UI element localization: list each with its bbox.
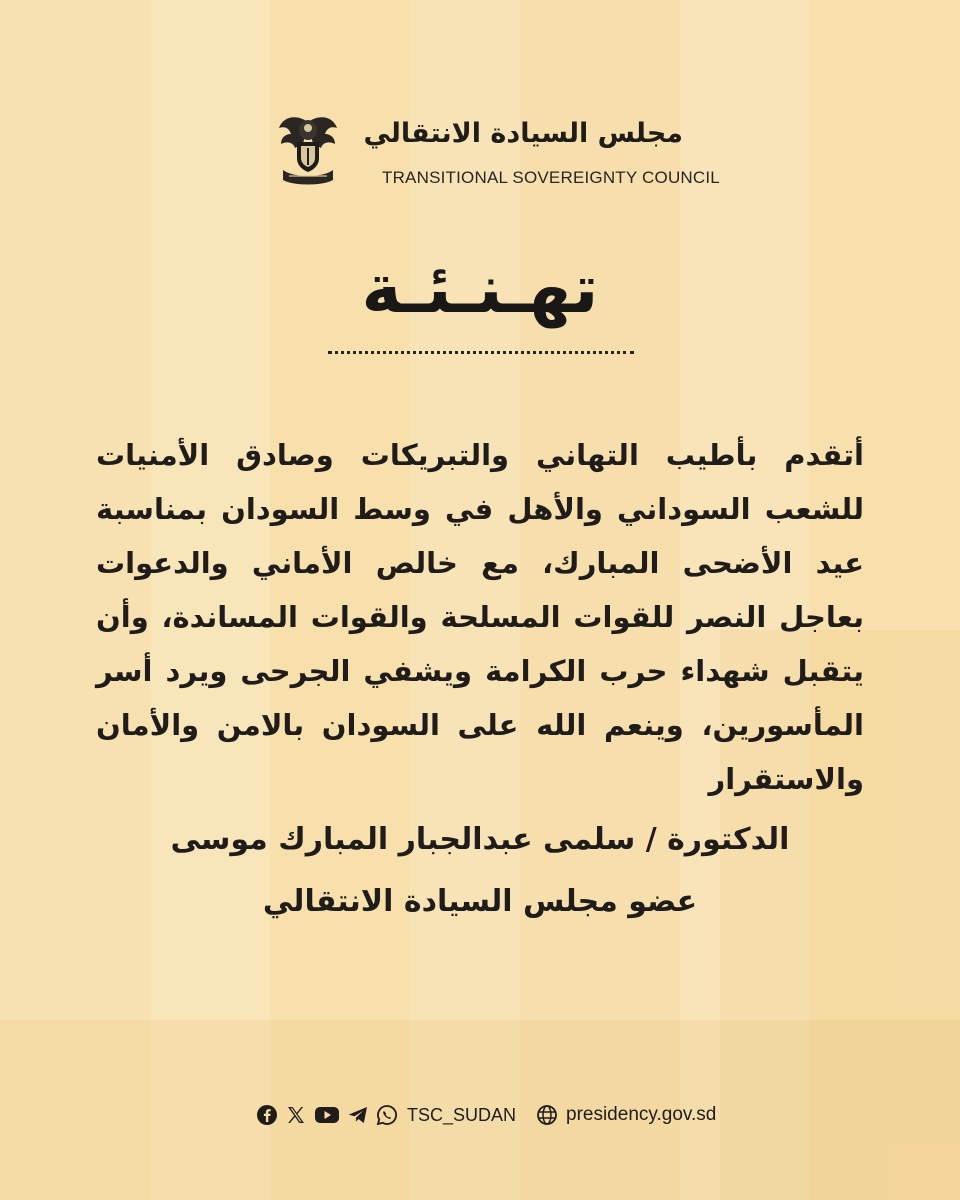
signatory-name: الدكتورة / سلمى عبدالجبار المبارك موسى: [170, 822, 790, 857]
website-url[interactable]: presidency.gov.sd: [566, 1104, 717, 1125]
x-icon[interactable]: [285, 1104, 307, 1126]
facebook-icon[interactable]: [256, 1104, 278, 1126]
dotted-divider: [328, 351, 634, 354]
page-title: تهـنـئـة: [361, 250, 599, 329]
footer: [0, 1100, 960, 1134]
council-name-arabic: مجلس السيادة الانتقالي: [363, 118, 683, 149]
youtube-icon[interactable]: [314, 1104, 340, 1126]
council-header: [275, 108, 720, 192]
telegram-icon[interactable]: [347, 1104, 369, 1126]
globe-icon: [536, 1104, 558, 1126]
sudan-emblem-icon: [275, 108, 341, 188]
social-links: [256, 1104, 516, 1126]
website-link[interactable]: [536, 1104, 716, 1126]
whatsapp-icon[interactable]: [376, 1104, 398, 1126]
social-handle[interactable]: TSC_SUDAN: [407, 1104, 517, 1125]
signatory-role: عضو مجلس السيادة الانتقالي: [262, 884, 698, 919]
congratulation-message: أتقدم بأطيب التهاني والتبريكات وصادق الأمنيات للشعب السوداني والأهل في وسط السودان بمناسبة عيد الأضحى المبارك، مع خالص الأماني والدعوات بعاجل النصر للقوات المسلحة والقوات المساندة، وأن يتقبل شهداء حرب الكرامة ويشفي الجرحى ويرد أسر المأسورين، وينعم الله على السودان بالامن والأمان والاستقرار: [96, 438, 864, 796]
council-name-english: TRANSITIONAL SOVEREIGNTY COUNCIL: [382, 168, 720, 187]
